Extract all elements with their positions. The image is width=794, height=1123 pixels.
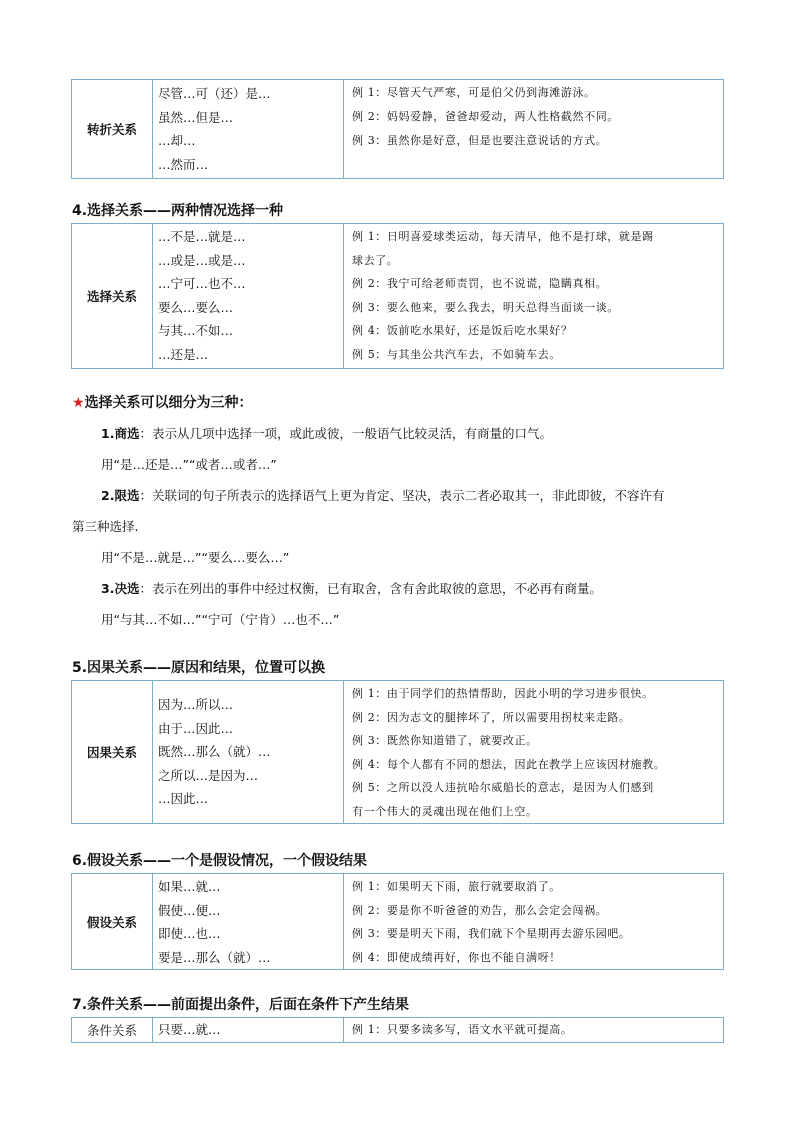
connective-words-cell [153, 681, 344, 824]
example-line: 例 1：如果明天下雨，旅行就要取消了。 [352, 880, 561, 893]
connective-word: 即使…也… [158, 926, 221, 941]
category-cell: 选择关系 [72, 224, 153, 369]
connective-word: 虽然…但是… [158, 109, 234, 125]
example-line: 例 1：尽管天气严寒，可是伯父仍到海滩游泳。 [352, 86, 596, 99]
paragraph-xianxuan [101, 486, 664, 504]
section-heading: 6.假设关系——一个是假设情况，一个假设结果 [72, 853, 368, 869]
example-line: 例 2：要是你不听爸爸的劝告，那么会定会闯祸。 [352, 903, 608, 917]
star-icon: ★ [72, 395, 85, 411]
example-line: 球去了。 [352, 253, 399, 267]
example-line: 有一个伟大的灵魂出现在他们上空。 [352, 804, 538, 818]
example-line: 例 2：因为志文的腿摔坏了，所以需要用拐杖来走路。 [352, 710, 631, 724]
connective-word: 假使…便… [158, 902, 221, 918]
example-line: 例 5：之所以没人违抗哈尔威船长的意志，是因为人们感到 [352, 781, 654, 794]
paragraph-juexuan [101, 579, 602, 597]
connective-word: …不是…就是… [158, 229, 246, 244]
connective-word: …却… [158, 133, 196, 148]
usage-line: 用“不是…就是…”“要么…要么…” [101, 550, 290, 565]
choice-relation-table [71, 223, 724, 369]
connective-word: 要么…要么… [158, 299, 234, 315]
connective-word: 之所以…是因为… [158, 767, 259, 783]
example-line: 例 1：日明喜爱球类运动，每天清早，他不是打球，就是踢 [352, 230, 654, 243]
hypothesis-relation-table [71, 873, 724, 970]
connective-words-cell [153, 224, 344, 369]
connective-word: 由于…因此… [158, 720, 234, 736]
example-line: 例 3：既然你知道错了，就要改正。 [352, 734, 538, 747]
example-line: 例 2：我宁可给老师责罚，也不说谎，隐瞒真相。 [352, 277, 608, 290]
connective-words-cell [153, 874, 344, 970]
usage-line: 用“与其…不如…”“宁可（宁肯）…也不…” [101, 612, 340, 627]
connective-word: 因为…所以… [158, 697, 234, 712]
category-cell: 条件关系 [72, 1018, 153, 1043]
connective-words-cell [153, 80, 344, 179]
connective-word: …或是…或是… [158, 252, 246, 268]
example-line: 例 4：饭前吃水果好，还是饭后吃水果好？ [352, 324, 573, 337]
examples-cell [344, 874, 724, 970]
connective-word: 要是…那么（就）… [158, 949, 271, 965]
section-heading: 7.条件关系——前面提出条件，后面在条件下产生结果 [72, 997, 410, 1013]
turning-relation-table [71, 79, 724, 179]
example-line: 例 4：每个人都有不同的想法，因此在教学上应该因材施教。 [352, 757, 666, 771]
connective-word: …因此… [158, 791, 209, 806]
section-heading: 4.选择关系——两种情况选择一种 [72, 203, 284, 219]
note-heading [72, 392, 253, 412]
example-line: 例 5：与其坐公共汽车去，不如骑车去。 [352, 347, 561, 361]
term-label: 2.限选 [101, 488, 140, 503]
example-line: 例 3：要么他来，要么我去，明天总得当面谈一谈。 [352, 300, 619, 314]
term-text: ：表示从几项中选择一项，或此或彼，一般语气比较灵活，有商量的口气。 [139, 426, 552, 441]
usage-line: 用“是…还是…”“或者…或者…” [101, 457, 277, 472]
connective-word: …还是… [158, 346, 209, 362]
category-cell: 假设关系 [72, 874, 153, 970]
connective-word: 与其…不如… [158, 323, 234, 338]
examples-cell [344, 80, 724, 179]
example-line: 例 1：由于同学们的热情帮助，因此小明的学习进步很快。 [352, 687, 654, 700]
term-text: ：表示在列出的事件中经过权衡，已有取舍，含有舍此取彼的意思，不必再有商量。 [139, 581, 602, 596]
term-label: 3.决选 [101, 581, 140, 596]
example-line: 例 3：虽然你是好意，但是也要注意说话的方式。 [352, 134, 608, 147]
example-line: 例 4：即使成绩再好，你也不能自满呀！ [352, 950, 561, 964]
term-label: 1.商选 [101, 426, 140, 441]
section-heading: 5.因果关系——原因和结果，位置可以换 [72, 660, 326, 676]
connective-word: 如果…就… [158, 879, 221, 894]
connective-words-cell [153, 1018, 344, 1043]
example-line: 例 2：妈妈爱静，爸爸却爱动，两人性格截然不同。 [352, 110, 619, 123]
cause-effect-table [71, 680, 724, 824]
connective-word: 既然…那么（就）… [158, 744, 271, 759]
connective-word: 只要…就… [158, 1022, 221, 1037]
note-title: 选择关系可以细分为三种： [84, 395, 253, 411]
examples-cell [344, 681, 724, 824]
example-line: 例 3：要是明天下雨，我们就下个星期再去游乐园吧。 [352, 927, 631, 940]
paragraph-shangxuan [101, 424, 552, 442]
term-text: ：关联词的句子所表示的选择语气上更为肯定、坚决，表示二者必取其一，非此即彼，不容许有 [139, 488, 665, 503]
condition-relation-table [71, 1017, 724, 1043]
paragraph-continuation: 第三种选择. [72, 519, 139, 534]
connective-word: …宁可…也不… [158, 276, 246, 291]
category-cell: 转折关系 [72, 80, 153, 179]
examples-cell [344, 1018, 724, 1043]
example-line: 例 1：只要多读多写，语文水平就可提高。 [352, 1023, 573, 1036]
examples-cell [344, 224, 724, 369]
connective-word: 尽管…可（还）是… [158, 86, 271, 101]
category-cell: 因果关系 [72, 681, 153, 824]
connective-word: …然而… [158, 156, 209, 172]
